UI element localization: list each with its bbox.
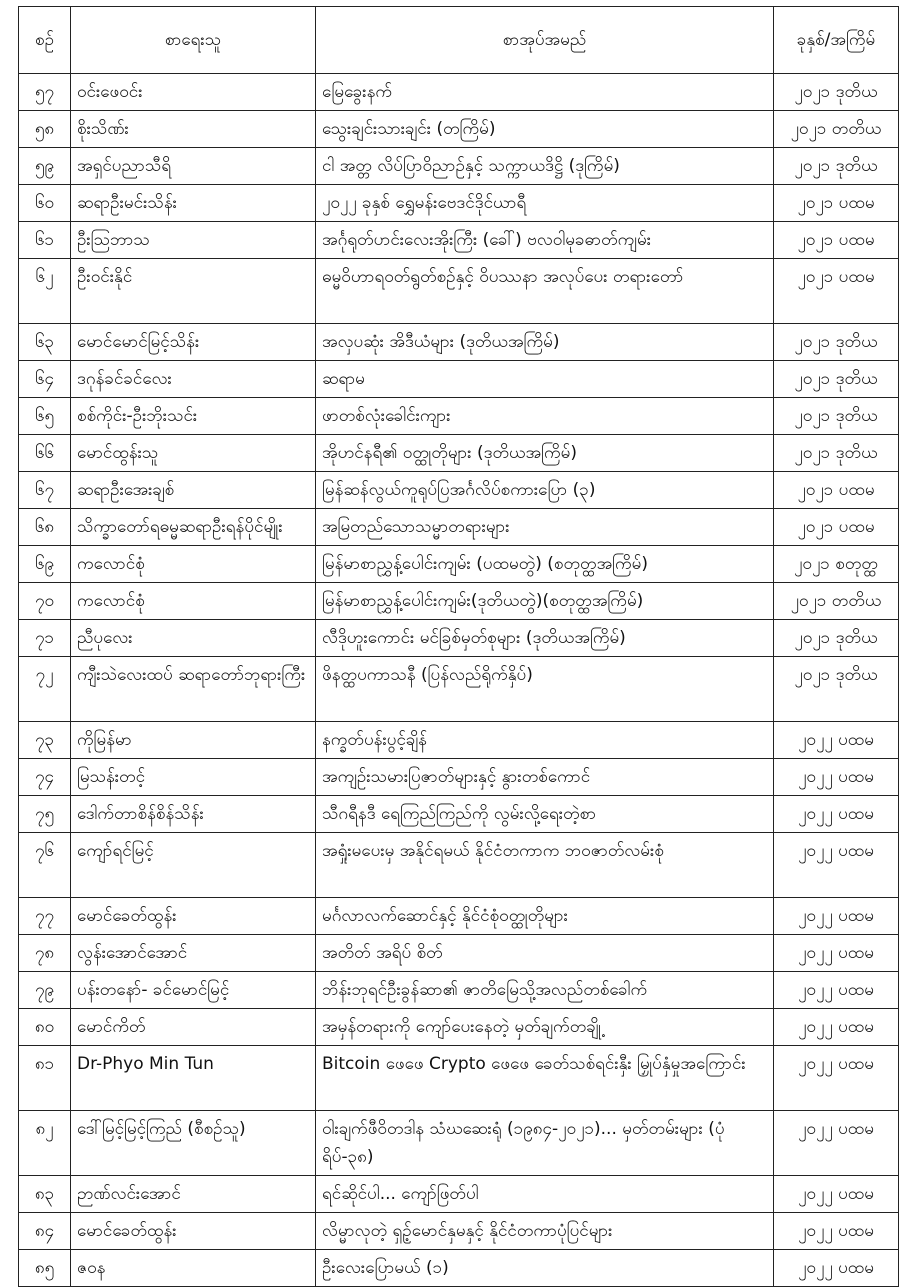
table-row — [19, 1046, 899, 1111]
row-author: အရှင်ပညာသီရိ — [71, 148, 316, 185]
row-title: အမြတည်သောသမ္မာတရားများ — [316, 509, 774, 546]
row-title: လီဒိုဟူးကောင်း မင်ခြစ်မှတ်စုများ (ဒုတိယအကြိမ်) — [316, 620, 774, 657]
row-author: ဆရာဦးအေးချစ် — [71, 472, 316, 509]
row-title: အကျဉ်းသမားပြဇာတ်များနှင့် နွားတစ်ကောင် — [316, 759, 774, 796]
row-title: ဖာတစ်လုံးခေါင်းကျား — [316, 398, 774, 435]
row-title: ရင်ဆိုင်ပါ... ကျော်ဖြတ်ပါ — [316, 1176, 774, 1213]
row-number: ၇၄ — [19, 759, 71, 796]
row-author: ဒဂုန်ခင်ခင်လေး — [71, 361, 316, 398]
row-number: ၆၈ — [19, 509, 71, 546]
table-row — [19, 361, 899, 398]
row-author: ဝင်းဖေဝင်း — [71, 74, 316, 111]
row-author: သိက္ခာတော်ရဓမ္မဆရာဦးရန်ပိုင်မျိုး — [71, 509, 316, 546]
row-author: ဦးဩဘာသ — [71, 222, 316, 259]
row-edition: ၂၀၂၂ ပထမ — [774, 796, 899, 833]
row-author: ကျော်ရင်မြင့် — [71, 833, 316, 898]
row-title: လိမ္မာလုတဲ့ ရှဉ့်မောင်နှမနှင့် နိုင်ငံတကာပုံပြင်များ — [316, 1213, 774, 1250]
row-edition: ၂၀၂၁ ပထမ — [774, 509, 899, 546]
row-edition: ၂၀၂၂ ပထမ — [774, 1176, 899, 1213]
row-title: ဆရာမ — [316, 361, 774, 398]
header-title: စာအုပ်အမည် — [316, 7, 774, 74]
row-number: ၇၆ — [19, 833, 71, 898]
row-edition: ၂၀၂၁ ဒုတိယ — [774, 620, 899, 657]
table-row — [19, 972, 899, 1009]
row-edition: ၂၀၂၁ ပထမ — [774, 222, 899, 259]
row-title: အလှပဆုံး အိဒီယံများ (ဒုတိယအကြိမ်) — [316, 324, 774, 361]
row-title: သွေးချင်းသားချင်း (တကြိမ်) — [316, 111, 774, 148]
row-author: ဒေါက်တာစိန်စိန်သိန်း — [71, 796, 316, 833]
table-row — [19, 509, 899, 546]
row-number: ၈၁ — [19, 1046, 71, 1111]
table-row — [19, 620, 899, 657]
header-number: စဉ် — [19, 7, 71, 74]
row-number: ၇၉ — [19, 972, 71, 1009]
row-number: ၆၀ — [19, 185, 71, 222]
row-author: Dr-Phyo Min Tun — [71, 1046, 316, 1111]
row-edition: ၂၀၂၂ ပထမ — [774, 935, 899, 972]
table-row — [19, 398, 899, 435]
row-author: ဉာဏ်လင်းအောင် — [71, 1176, 316, 1213]
row-edition: ၂၀၂၁ တတိယ — [774, 111, 899, 148]
row-number: ၆၃ — [19, 324, 71, 361]
row-author: မောင်ထွန်းသူ — [71, 435, 316, 472]
table-row — [19, 472, 899, 509]
table-row — [19, 583, 899, 620]
row-title: ငါ အတ္တ လိပ်ပြာဝိညာဉ်နှင့် သက္ကာယဒိဋ္ဌိ (ဒုကြိမ်) — [316, 148, 774, 185]
row-number: ၈၄ — [19, 1213, 71, 1250]
row-title: ဝါးချက်ဖီဝိတဒါန သံဃဆေးရုံ (၁၉၈၄-၂၀၂၁)... မှတ်တမ်းများ (ပုံရိပ်-၃၈) — [316, 1111, 774, 1176]
row-number: ၇၇ — [19, 898, 71, 935]
row-edition: ၂၀၂၁ ပထမ — [774, 472, 899, 509]
row-number: ၆၅ — [19, 398, 71, 435]
row-edition: ၂၀၂၂ ပထမ — [774, 759, 899, 796]
row-author: စိုးသိဏ်း — [71, 111, 316, 148]
row-title: အမှန်တရားကို ကျော်ပေးနေတဲ့ မှတ်ချက်တချို့ — [316, 1009, 774, 1046]
book-table — [18, 6, 899, 1287]
row-title: Bitcoin ဖေဖေ Crypto ဖေဖေ ခေတ်သစ်ရင်းနှီး မြှုပ်နှံမှုအကြောင်း — [316, 1046, 774, 1111]
row-author: မောင်ခေတ်ထွန်း — [71, 898, 316, 935]
row-author: ကလောင်စုံ — [71, 583, 316, 620]
row-author: ညီပုလေး — [71, 620, 316, 657]
row-edition: ၂၀၂၁ ဒုတိယ — [774, 148, 899, 185]
row-author: မောင်မောင်မြင့်သိန်း — [71, 324, 316, 361]
table-row — [19, 935, 899, 972]
table-row — [19, 222, 899, 259]
row-author: ကလောင်စုံ — [71, 546, 316, 583]
table-row — [19, 898, 899, 935]
table-row — [19, 546, 899, 583]
row-title: အရှုံးမပေးမှ အနိုင်ရမယ် နိုင်ငံတကာက ဘဝဇာတ်လမ်းစုံ — [316, 833, 774, 898]
row-title: ဘိန်းဘုရင်ဦးခွန်ဆာ၏ ဇာတိမြေသို့အလည်တစ်ခေါက် — [316, 972, 774, 1009]
table-row — [19, 796, 899, 833]
row-author: လွန်းအောင်အောင် — [71, 935, 316, 972]
header-edition: ခုနှစ်/အကြိမ် — [774, 7, 899, 74]
row-number: ၈၅ — [19, 1250, 71, 1287]
table-row — [19, 1111, 899, 1176]
row-title: အတိတ် အရိပ် စိတ် — [316, 935, 774, 972]
table-row — [19, 74, 899, 111]
table-row — [19, 111, 899, 148]
row-title: အင်္ဂုရုတ်ပာင်းလေးအိုးကြီး (ခေါ်) ဗလဝါမုခဓာတ်ကျမ်း — [316, 222, 774, 259]
row-number: ၇၂ — [19, 657, 71, 722]
row-edition: ၂၀၂၂ ပထမ — [774, 722, 899, 759]
row-author: ကျီးသဲလေးထပ် ဆရာတော်ဘုရားကြီး — [71, 657, 316, 722]
row-author: ဇဝန — [71, 1250, 316, 1287]
table-row — [19, 435, 899, 472]
row-number: ၈၃ — [19, 1176, 71, 1213]
row-title: ဖိနတ္ထပကာသနီ (ပြန်လည်ရိုက်နှိပ်) — [316, 657, 774, 722]
row-number: ၆၉ — [19, 546, 71, 583]
row-number: ၇၃ — [19, 722, 71, 759]
row-author: မောင်ကိတ် — [71, 1009, 316, 1046]
table-row — [19, 185, 899, 222]
row-edition: ၂၀၂၂ ပထမ — [774, 1046, 899, 1111]
row-edition: ၂၀၂၂ ပထမ — [774, 972, 899, 1009]
row-edition: ၂၀၂၂ ပထမ — [774, 833, 899, 898]
row-title: ၂၀၂၂ ခုနှစ် ရွှေမန်းဗေဒင်ဒိုင်ယာရီ — [316, 185, 774, 222]
row-number: ၅၉ — [19, 148, 71, 185]
row-title: မြန်မာစာညွှန့်ပေါင်းကျမ်း(ဒုတိယတွဲ)(စတုတ္ထအကြိမ်) — [316, 583, 774, 620]
row-title: ဦးလေးပြောမယ် (၁) — [316, 1250, 774, 1287]
row-author: ဆရာဦးမင်းသိန်း — [71, 185, 316, 222]
row-edition: ၂၀၂၁ ဒုတိယ — [774, 74, 899, 111]
row-edition: ၂၀၂၂ ပထမ — [774, 1250, 899, 1287]
row-author: မြသန်းတင့် — [71, 759, 316, 796]
row-number: ၆၄ — [19, 361, 71, 398]
table-row — [19, 722, 899, 759]
table-row — [19, 759, 899, 796]
row-author: ကိုမြန်မာ — [71, 722, 316, 759]
table-header-row — [19, 7, 899, 74]
table-row — [19, 833, 899, 898]
table-row — [19, 259, 899, 324]
row-number: ၆၆ — [19, 435, 71, 472]
row-number: ၇၀ — [19, 583, 71, 620]
row-edition: ၂၀၂၂ ပထမ — [774, 1009, 899, 1046]
row-author: စစ်ကိုင်း-ဦးဘိုးသင်း — [71, 398, 316, 435]
row-number: ၅၈ — [19, 111, 71, 148]
table-row — [19, 657, 899, 722]
row-number: ၇၁ — [19, 620, 71, 657]
table-row — [19, 1009, 899, 1046]
table-body — [19, 74, 899, 1287]
row-edition: ၂၀၂၁ ပထမ — [774, 259, 899, 324]
table-row — [19, 324, 899, 361]
table-row — [19, 1250, 899, 1287]
row-number: ၆၇ — [19, 472, 71, 509]
table-row — [19, 1213, 899, 1250]
row-edition: ၂၀၂၁ ဒုတိယ — [774, 435, 899, 472]
row-number: ၈၀ — [19, 1009, 71, 1046]
book-list-page — [18, 6, 898, 1287]
row-edition: ၂၀၂၁ တတိယ — [774, 583, 899, 620]
table-row — [19, 148, 899, 185]
row-author: မောင်ခေတ်ထွန်း — [71, 1213, 316, 1250]
row-number: ၇၅ — [19, 796, 71, 833]
row-title: ဓမ္မဝိဟာရဝတ်ရွတ်စဉ်နှင့် ဝိပဿနာ အလုပ်ပေး တရားတော် — [316, 259, 774, 324]
row-author: ဦးဝင်းနိုင် — [71, 259, 316, 324]
row-title: မင်္ဂလာလက်ဆောင်နှင့် နိုင်ငံစုံဝတ္ထုတိုများ — [316, 898, 774, 935]
row-edition: ၂၀၂၁ ဒုတိယ — [774, 657, 899, 722]
row-title: နက္ခတ်ပန်းပွင့်ချိန် — [316, 722, 774, 759]
row-number: ၈၂ — [19, 1111, 71, 1176]
row-title: မြေခွေးနက် — [316, 74, 774, 111]
row-edition: ၂၀၂၁ ဒုတိယ — [774, 324, 899, 361]
row-edition: ၂၀၂၂ ပထမ — [774, 1111, 899, 1176]
row-title: သီဂရီနဒီ ရေကြည်ကြည်ကို လွမ်းလို့ရေးတဲ့စာ — [316, 796, 774, 833]
row-title: အိုဟင်နရီ၏ ဝတ္ထုတိုများ (ဒုတိယအကြိမ်) — [316, 435, 774, 472]
row-title: မြန်ဆန်လွယ်ကူရုပ်ပြအင်္ဂလိပ်စကားပြော (၃) — [316, 472, 774, 509]
row-edition: ၂၀၂၁ စတုတ္ထ — [774, 546, 899, 583]
table-row — [19, 1176, 899, 1213]
row-number: ၇၈ — [19, 935, 71, 972]
row-edition: ၂၀၂၁ ဒုတိယ — [774, 398, 899, 435]
row-title: မြန်မာစာညွှန့်ပေါင်းကျမ်း (ပထမတွဲ) (စတုတ္ထအကြိမ်) — [316, 546, 774, 583]
row-edition: ၂၀၂၂ ပထမ — [774, 1213, 899, 1250]
row-number: ၅၇ — [19, 74, 71, 111]
header-author: စာရေးသူ — [71, 7, 316, 74]
row-edition: ၂၀၂၁ ဒုတိယ — [774, 361, 899, 398]
row-number: ၆၂ — [19, 259, 71, 324]
row-number: ၆၁ — [19, 222, 71, 259]
row-author: ပန်းတနော်- ခင်မောင်မြင့် — [71, 972, 316, 1009]
row-edition: ၂၀၂၁ ပထမ — [774, 185, 899, 222]
row-edition: ၂၀၂၂ ပထမ — [774, 898, 899, 935]
row-author: ဒေါ်မြင့်မြင့်ကြည် (စီစဉ်သူ) — [71, 1111, 316, 1176]
